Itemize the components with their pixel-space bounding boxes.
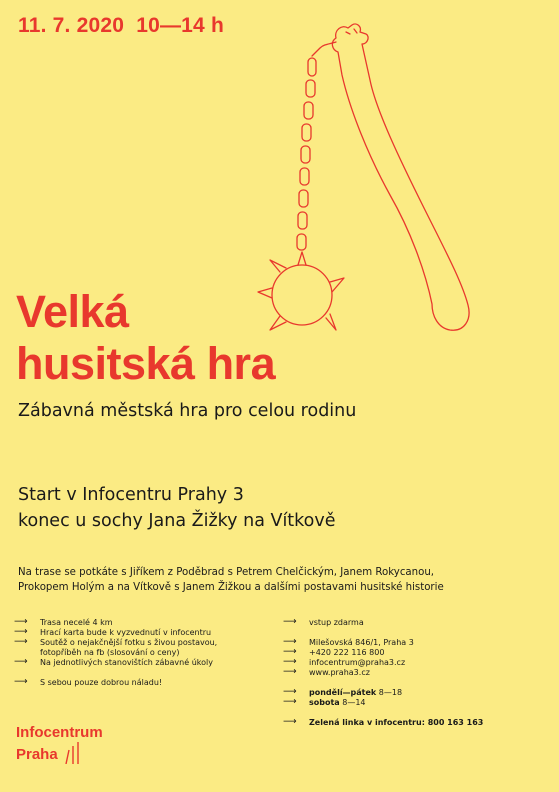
description-line-2: Prokopem Holým a na Vítkově s Janem Žižkou a dalšími postavami husitské historie — [18, 582, 444, 593]
event-date: 11. 7. 2020 10—14 h — [18, 14, 224, 37]
arrow-icon: ⟶ — [14, 676, 28, 687]
list-item: ⟶ Na jednotlivých stanovištích zábavné úkoly — [14, 656, 213, 667]
entry-info: ⟶ vstup zdarma — [283, 616, 364, 627]
arrow-icon: ⟶ — [283, 646, 297, 657]
list-item: ⟶ S sebou pouze dobrou náladu! — [14, 676, 163, 687]
address: ⟶ Milešovská 846/1, Praha 3 — [283, 636, 414, 647]
title-line-1: Velká — [16, 286, 129, 337]
description — [18, 565, 444, 595]
flail-illustration — [250, 20, 480, 350]
logo-line-1: Infocentrum — [16, 724, 103, 741]
route-info — [18, 482, 336, 534]
website: ⟶ www.praha3.cz — [283, 666, 370, 677]
praha3-bars-icon — [64, 742, 82, 764]
arrow-icon: ⟶ — [283, 696, 297, 707]
description-line-1: Na trase se potkáte s Jiříkem z Poděbrad s Petrem Chelčickým, Janem Rokycanou, — [18, 567, 435, 578]
arrow-icon: ⟶ — [283, 636, 297, 647]
arrow-icon: ⟶ — [14, 626, 28, 637]
arrow-icon: ⟶ — [283, 616, 297, 627]
list-item: ⟶ Trasa necelé 4 km — [14, 616, 113, 627]
arrow-icon: ⟶ — [283, 686, 297, 697]
info-list-right — [283, 618, 553, 728]
logo-line-2: Praha — [16, 742, 103, 764]
arrow-icon: ⟶ — [14, 636, 28, 647]
arrow-icon: ⟶ — [283, 716, 297, 727]
email: ⟶ infocentrum@praha3.cz — [283, 656, 406, 667]
list-item: ⟶ Hrací karta bude k vyzvednutí v infocentru — [14, 626, 212, 637]
infocentrum-logo — [16, 723, 103, 764]
arrow-icon: ⟶ — [283, 666, 297, 677]
info-list-left — [14, 618, 284, 688]
route-start: Start v Infocentru Prahy 3 — [18, 485, 244, 505]
list-item-continuation: fotopříběh na fb (slosování o ceny) — [40, 648, 180, 657]
list-item: ⟶ Soutěž o nejakčnější fotku s živou postavou, — [14, 636, 218, 647]
arrow-icon: ⟶ — [14, 616, 28, 627]
poster-title — [16, 286, 275, 390]
hours-weekdays: ⟶ pondělí—pátek 8—18 — [283, 686, 403, 697]
title-line-2: husitská hra — [16, 338, 276, 389]
hotline: ⟶ Zelená linka v infocentru: 800 163 163 — [283, 716, 484, 727]
arrow-icon: ⟶ — [14, 656, 28, 667]
phone: ⟶ +420 222 116 800 — [283, 646, 385, 657]
route-end: konec u sochy Jana Žižky na Vítkově — [18, 511, 336, 531]
hours-saturday: ⟶ sobota 8—14 — [283, 696, 366, 707]
subtitle: Zábavná městská hra pro celou rodinu — [18, 401, 357, 421]
arrow-icon: ⟶ — [283, 656, 297, 667]
